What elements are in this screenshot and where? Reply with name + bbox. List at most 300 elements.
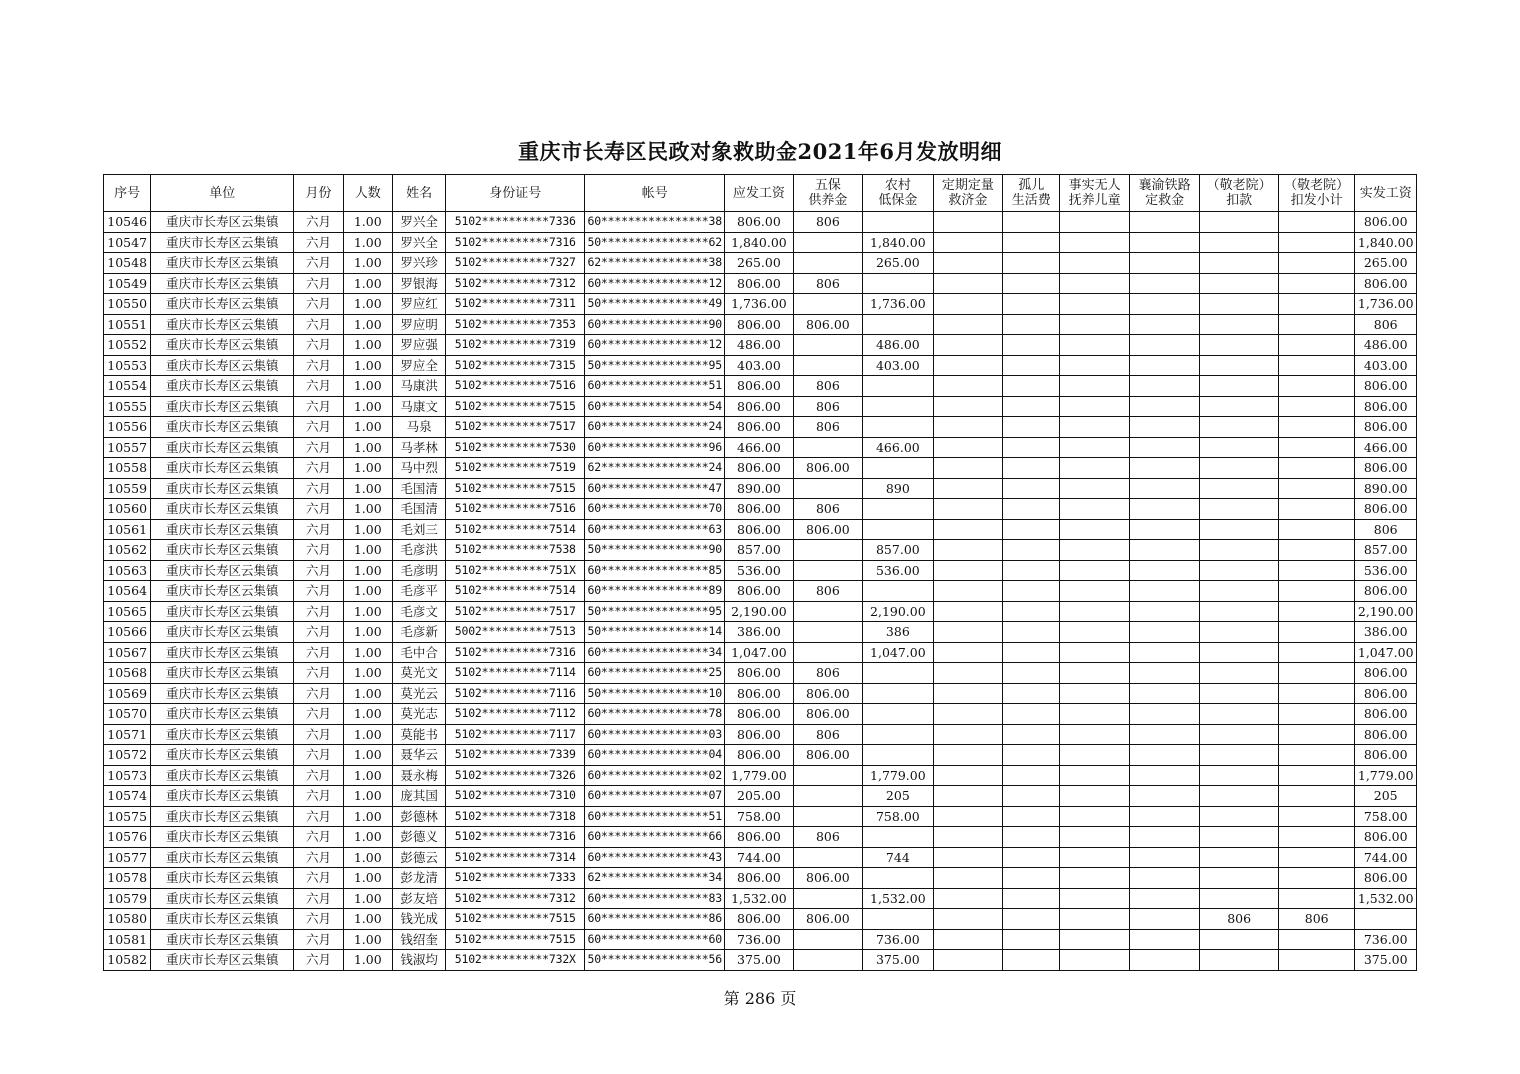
col-unsupported-child-cell [1060,273,1129,294]
col-unit-cell: 重庆市长寿区云集镇 [151,232,294,253]
col-month-cell: 六月 [294,314,343,335]
col-count-cell: 1.00 [343,499,392,520]
col-unsupported-child-cell [1060,765,1129,786]
col-payable-cell: 758.00 [725,806,793,827]
col-orphan-cell [1003,417,1060,438]
col-orphan-cell [1003,540,1060,561]
table-row [104,724,1417,745]
col-count-cell: 1.00 [343,765,392,786]
col-nursing-subtotal-cell [1278,458,1355,479]
col-unsupported-child-cell [1060,622,1129,643]
table-row [104,909,1417,930]
col-count-cell: 1.00 [343,294,392,315]
col-orphan-cell [1003,786,1060,807]
col-nursing-deduction-cell [1200,601,1279,622]
col-rural-dibao-cell: 744 [863,847,933,868]
col-count-cell: 1.00 [343,827,392,848]
col-nursing-subtotal-header [1278,175,1355,212]
col-count-cell: 1.00 [343,581,392,602]
col-rural-dibao-header [863,175,933,212]
col-nursing-deduction-cell [1200,478,1279,499]
col-orphan-cell [1003,724,1060,745]
col-name-cell: 聂华云 [392,745,445,766]
col-unit-cell: 重庆市长寿区云集镇 [151,499,294,520]
col-orphan-cell [1003,765,1060,786]
col-actual-pay-cell: 375.00 [1355,950,1417,971]
col-nursing-subtotal-cell [1278,827,1355,848]
table-row [104,929,1417,950]
col-rural-dibao-cell: 1,047.00 [863,642,933,663]
col-nursing-subtotal-cell [1278,950,1355,971]
col-unsupported-child-cell [1060,847,1129,868]
col-nursing-deduction-cell [1200,724,1279,745]
col-payable-cell: 806.00 [725,499,793,520]
col-rural-dibao-cell: 375.00 [863,950,933,971]
col-five-guarantee-cell: 806.00 [793,458,862,479]
col-rural-dibao-cell: 857.00 [863,540,933,561]
col-railway-relief-cell [1129,273,1199,294]
col-rural-dibao-cell: 536.00 [863,560,933,581]
col-actual-pay-cell: 806.00 [1355,417,1417,438]
col-month-cell: 六月 [294,335,343,356]
col-payable-cell: 806.00 [725,745,793,766]
col-id-number-cell: 5102**********7312 [446,273,585,294]
col-orphan-cell [1003,827,1060,848]
col-account-cell: 60****************83 [585,888,725,909]
col-actual-pay-cell: 806.00 [1355,683,1417,704]
col-five-guarantee-cell [793,355,862,376]
col-id-number-cell: 5102**********7326 [446,765,585,786]
header-line: 孤儿 [1018,178,1045,193]
col-id-number-cell: 5102**********751X [446,560,585,581]
col-payable-cell: 806.00 [725,581,793,602]
col-five-guarantee-cell [793,888,862,909]
col-month-cell: 六月 [294,253,343,274]
col-nursing-deduction-cell [1200,745,1279,766]
col-account-cell: 60****************47 [585,478,725,499]
col-fixed-relief-cell [933,294,1002,315]
col-unit-cell: 重庆市长寿区云集镇 [151,745,294,766]
col-serial-cell: 10580 [104,909,151,930]
col-fixed-relief-cell [933,253,1002,274]
col-nursing-subtotal-cell: 806 [1278,909,1355,930]
col-fixed-relief-cell [933,540,1002,561]
col-id-number-cell: 5102**********7312 [446,888,585,909]
col-fixed-relief-cell [933,868,1002,889]
col-nursing-deduction-cell [1200,786,1279,807]
col-five-guarantee-cell [793,642,862,663]
col-rural-dibao-cell: 386 [863,622,933,643]
col-id-number-cell: 5102**********7517 [446,417,585,438]
col-nursing-deduction-cell [1200,314,1279,335]
col-actual-pay-cell: 758.00 [1355,806,1417,827]
col-month-cell: 六月 [294,888,343,909]
header-line: 供养金 [808,193,848,208]
col-orphan-cell [1003,745,1060,766]
col-serial-cell: 10573 [104,765,151,786]
col-nursing-subtotal-cell [1278,417,1355,438]
col-five-guarantee-cell: 806.00 [793,683,862,704]
col-unit-cell: 重庆市长寿区云集镇 [151,950,294,971]
col-nursing-subtotal-cell [1278,847,1355,868]
col-unit-cell: 重庆市长寿区云集镇 [151,827,294,848]
col-rural-dibao-cell: 736.00 [863,929,933,950]
col-payable-cell: 486.00 [725,335,793,356]
col-name-cell: 莫光文 [392,663,445,684]
col-actual-pay-cell: 736.00 [1355,929,1417,950]
col-id-number-cell: 5102**********7353 [446,314,585,335]
header-line: 低保金 [878,193,918,208]
col-railway-relief-cell [1129,232,1199,253]
col-railway-relief-cell [1129,704,1199,725]
col-orphan-cell [1003,581,1060,602]
col-unsupported-child-cell [1060,519,1129,540]
col-unit-cell: 重庆市长寿区云集镇 [151,560,294,581]
col-actual-pay-cell: 1,736.00 [1355,294,1417,315]
col-five-guarantee-cell: 806 [793,663,862,684]
col-month-cell: 六月 [294,704,343,725]
table-row [104,827,1417,848]
table-row [104,847,1417,868]
col-railway-relief-cell [1129,314,1199,335]
col-count-cell: 1.00 [343,704,392,725]
col-nursing-deduction-cell [1200,683,1279,704]
col-nursing-deduction-cell [1200,765,1279,786]
col-unsupported-child-cell [1060,581,1129,602]
col-name-cell: 罗应全 [392,355,445,376]
col-five-guarantee-cell: 806 [793,376,862,397]
col-payable-cell: 806.00 [725,519,793,540]
col-nursing-deduction-cell [1200,540,1279,561]
col-unit-cell: 重庆市长寿区云集镇 [151,314,294,335]
col-id-number-cell: 5102**********7114 [446,663,585,684]
table-row [104,458,1417,479]
col-month-cell: 六月 [294,499,343,520]
col-actual-pay-cell: 2,190.00 [1355,601,1417,622]
col-serial-cell: 10576 [104,827,151,848]
table-row [104,601,1417,622]
col-id-number-cell: 5102**********7515 [446,478,585,499]
col-month-cell: 六月 [294,396,343,417]
col-name-cell: 毛彦新 [392,622,445,643]
col-nursing-subtotal-cell [1278,396,1355,417]
col-orphan-cell [1003,560,1060,581]
col-fixed-relief-cell [933,417,1002,438]
col-unit-cell: 重庆市长寿区云集镇 [151,376,294,397]
table-row [104,950,1417,971]
col-payable-cell: 806.00 [725,212,793,233]
col-railway-relief-cell [1129,786,1199,807]
col-payable-cell: 806.00 [725,663,793,684]
col-orphan-cell [1003,499,1060,520]
col-unsupported-child-cell [1060,253,1129,274]
col-railway-relief-cell [1129,868,1199,889]
col-id-number-cell: 5102**********7310 [446,786,585,807]
col-month-cell: 六月 [294,560,343,581]
col-payable-cell: 806.00 [725,704,793,725]
col-month-cell: 六月 [294,683,343,704]
col-nursing-subtotal-cell [1278,786,1355,807]
col-unsupported-child-cell [1060,232,1129,253]
col-name-cell: 毛彦明 [392,560,445,581]
col-count-cell: 1.00 [343,663,392,684]
col-orphan-cell [1003,376,1060,397]
col-nursing-subtotal-cell [1278,519,1355,540]
header-line: 五保 [814,178,841,193]
col-fixed-relief-cell [933,847,1002,868]
col-id-number-cell: 5102**********7311 [446,294,585,315]
col-unsupported-child-cell [1060,704,1129,725]
col-rural-dibao-cell [863,417,933,438]
col-account-cell: 60****************25 [585,663,725,684]
col-count-cell: 1.00 [343,622,392,643]
col-fixed-relief-cell [933,581,1002,602]
col-count-cell: 1.00 [343,950,392,971]
col-count-cell: 1.00 [343,458,392,479]
header-line: 单位 [209,185,236,201]
col-railway-relief-cell [1129,540,1199,561]
col-serial-cell: 10548 [104,253,151,274]
header-line: 实发工资 [1359,185,1412,201]
col-unsupported-child-cell [1060,314,1129,335]
col-unsupported-child-cell [1060,929,1129,950]
col-fixed-relief-cell [933,560,1002,581]
col-five-guarantee-cell [793,294,862,315]
col-five-guarantee-cell [793,601,862,622]
col-fixed-relief-header [933,175,1002,212]
table-row [104,622,1417,643]
col-unsupported-child-cell [1060,417,1129,438]
col-orphan-cell [1003,888,1060,909]
col-nursing-deduction-cell [1200,663,1279,684]
col-payable-cell: 1,736.00 [725,294,793,315]
col-month-cell: 六月 [294,929,343,950]
col-fixed-relief-cell [933,519,1002,540]
col-unit-cell: 重庆市长寿区云集镇 [151,253,294,274]
col-serial-cell: 10563 [104,560,151,581]
col-five-guarantee-cell: 806.00 [793,745,862,766]
table-row [104,478,1417,499]
col-serial-cell: 10568 [104,663,151,684]
col-five-guarantee-cell [793,437,862,458]
col-payable-cell: 265.00 [725,253,793,274]
col-id-number-cell: 5102**********7117 [446,724,585,745]
col-count-cell: 1.00 [343,724,392,745]
col-id-number-cell: 5102**********7517 [446,601,585,622]
col-actual-pay-cell: 466.00 [1355,437,1417,458]
col-nursing-subtotal-cell [1278,622,1355,643]
col-orphan-cell [1003,519,1060,540]
col-nursing-subtotal-cell [1278,929,1355,950]
col-nursing-subtotal-cell [1278,601,1355,622]
col-unit-cell: 重庆市长寿区云集镇 [151,540,294,561]
col-actual-pay-cell: 265.00 [1355,253,1417,274]
table-row [104,232,1417,253]
col-orphan-cell [1003,314,1060,335]
col-five-guarantee-cell [793,478,862,499]
col-fixed-relief-cell [933,437,1002,458]
col-railway-relief-cell [1129,355,1199,376]
table-header-row [104,175,1417,212]
header-line: 襄渝铁路 [1138,178,1191,193]
col-serial-header [104,175,151,212]
col-id-number-cell: 5102**********7316 [446,232,585,253]
table-row [104,683,1417,704]
col-count-cell: 1.00 [343,273,392,294]
col-serial-cell: 10572 [104,745,151,766]
col-serial-cell: 10577 [104,847,151,868]
col-account-cell: 60****************12 [585,273,725,294]
col-orphan-cell [1003,622,1060,643]
header-line: 抚养儿童 [1068,193,1121,208]
col-rural-dibao-cell: 1,779.00 [863,765,933,786]
col-payable-cell: 890.00 [725,478,793,499]
col-actual-pay-cell: 386.00 [1355,622,1417,643]
col-five-guarantee-cell: 806 [793,827,862,848]
col-count-cell: 1.00 [343,355,392,376]
col-nursing-subtotal-cell [1278,683,1355,704]
col-nursing-subtotal-cell [1278,294,1355,315]
col-count-cell: 1.00 [343,232,392,253]
col-rural-dibao-cell [863,724,933,745]
col-month-cell: 六月 [294,294,343,315]
table-row [104,868,1417,889]
col-nursing-deduction-cell [1200,253,1279,274]
col-orphan-cell [1003,847,1060,868]
col-name-cell: 聂永梅 [392,765,445,786]
col-five-guarantee-cell [793,786,862,807]
col-unsupported-child-cell [1060,724,1129,745]
col-month-cell: 六月 [294,601,343,622]
col-nursing-deduction-header [1200,175,1279,212]
col-unsupported-child-cell [1060,950,1129,971]
col-nursing-subtotal-cell [1278,806,1355,827]
col-serial-cell: 10555 [104,396,151,417]
col-nursing-deduction-cell [1200,806,1279,827]
col-nursing-subtotal-cell [1278,478,1355,499]
col-month-cell: 六月 [294,212,343,233]
col-fixed-relief-cell [933,642,1002,663]
col-fixed-relief-cell [933,786,1002,807]
col-five-guarantee-cell: 806 [793,581,862,602]
col-railway-relief-cell [1129,909,1199,930]
col-five-guarantee-cell [793,847,862,868]
col-name-cell: 马康文 [392,396,445,417]
col-serial-cell: 10578 [104,868,151,889]
col-name-cell: 马泉 [392,417,445,438]
col-nursing-subtotal-cell [1278,868,1355,889]
col-unit-cell: 重庆市长寿区云集镇 [151,929,294,950]
col-fixed-relief-cell [933,806,1002,827]
col-railway-relief-cell [1129,212,1199,233]
col-serial-cell: 10551 [104,314,151,335]
col-account-cell: 50****************14 [585,622,725,643]
col-month-cell: 六月 [294,458,343,479]
col-actual-pay-cell: 1,779.00 [1355,765,1417,786]
col-unit-cell: 重庆市长寿区云集镇 [151,704,294,725]
col-id-number-cell: 5102**********7315 [446,355,585,376]
table-row [104,273,1417,294]
col-name-cell: 彭友培 [392,888,445,909]
col-five-guarantee-cell [793,950,862,971]
col-unsupported-child-cell [1060,540,1129,561]
header-line: 扣发小计 [1290,193,1343,208]
col-count-cell: 1.00 [343,868,392,889]
col-serial-cell: 10571 [104,724,151,745]
col-fixed-relief-cell [933,724,1002,745]
col-month-cell: 六月 [294,745,343,766]
col-actual-pay-cell: 806.00 [1355,704,1417,725]
col-month-cell: 六月 [294,909,343,930]
col-unit-cell: 重庆市长寿区云集镇 [151,581,294,602]
col-payable-cell: 744.00 [725,847,793,868]
col-rural-dibao-cell: 205 [863,786,933,807]
col-railway-relief-cell [1129,581,1199,602]
col-actual-pay-cell: 744.00 [1355,847,1417,868]
col-nursing-deduction-cell [1200,294,1279,315]
col-serial-cell: 10559 [104,478,151,499]
col-nursing-subtotal-cell [1278,540,1355,561]
col-id-number-cell: 5102**********7327 [446,253,585,274]
col-name-cell: 罗应明 [392,314,445,335]
col-five-guarantee-cell [793,929,862,950]
col-payable-cell: 806.00 [725,909,793,930]
table-body [104,212,1417,971]
col-unsupported-child-cell [1060,560,1129,581]
table-row [104,294,1417,315]
col-unit-header [151,175,294,212]
col-actual-pay-cell: 205 [1355,786,1417,807]
col-railway-relief-cell [1129,294,1199,315]
col-fixed-relief-cell [933,478,1002,499]
col-id-number-cell: 5002**********7513 [446,622,585,643]
col-actual-pay-cell: 857.00 [1355,540,1417,561]
col-month-cell: 六月 [294,622,343,643]
col-five-guarantee-cell: 806 [793,212,862,233]
col-five-guarantee-cell: 806.00 [793,868,862,889]
col-nursing-deduction-cell [1200,376,1279,397]
col-unit-cell: 重庆市长寿区云集镇 [151,622,294,643]
col-unsupported-child-header [1060,175,1129,212]
col-unsupported-child-cell [1060,499,1129,520]
col-nursing-subtotal-cell [1278,335,1355,356]
col-count-header [343,175,392,212]
col-account-cell: 60****************70 [585,499,725,520]
col-payable-cell: 403.00 [725,355,793,376]
col-fixed-relief-cell [933,663,1002,684]
col-orphan-cell [1003,355,1060,376]
col-nursing-subtotal-cell [1278,642,1355,663]
col-count-cell: 1.00 [343,253,392,274]
col-rural-dibao-cell [863,745,933,766]
col-fixed-relief-cell [933,601,1002,622]
col-five-guarantee-cell: 806 [793,396,862,417]
col-railway-relief-cell [1129,888,1199,909]
col-serial-cell: 10579 [104,888,151,909]
col-actual-pay-cell: 806.00 [1355,724,1417,745]
col-unsupported-child-cell [1060,786,1129,807]
col-unit-cell: 重庆市长寿区云集镇 [151,294,294,315]
col-nursing-deduction-cell [1200,950,1279,971]
col-payable-cell: 806.00 [725,724,793,745]
col-rural-dibao-cell: 486.00 [863,335,933,356]
col-id-number-cell: 5102**********7530 [446,437,585,458]
col-actual-pay-cell: 890.00 [1355,478,1417,499]
col-fixed-relief-cell [933,232,1002,253]
col-unit-cell: 重庆市长寿区云集镇 [151,396,294,417]
col-nursing-subtotal-cell [1278,212,1355,233]
col-payable-cell: 386.00 [725,622,793,643]
